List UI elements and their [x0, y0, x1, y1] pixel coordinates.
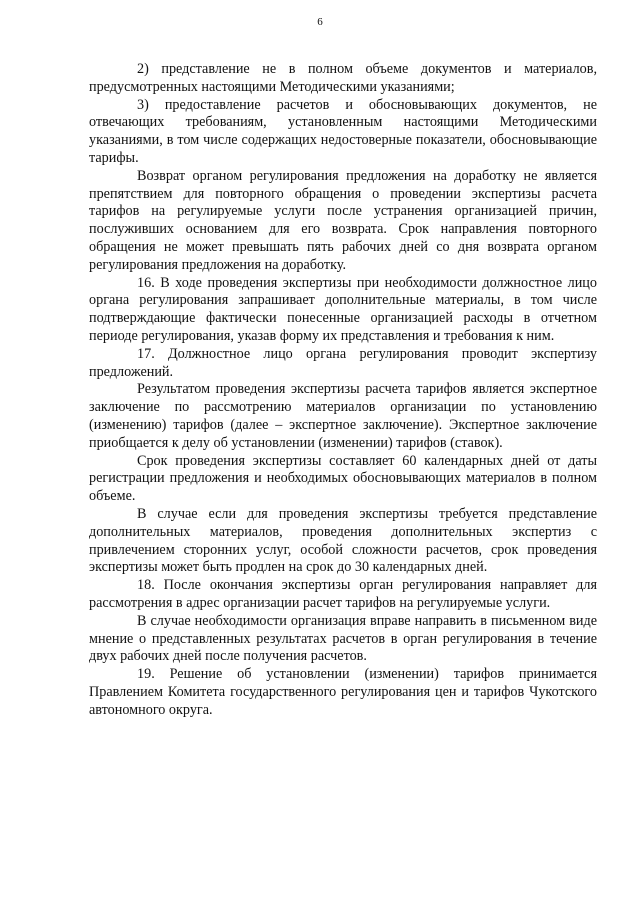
paragraph-clause-16: 16. В ходе проведения экспертизы при необходимости должностное лицо органа регулирования запрашивает дополнительные материалы, в том числе подтверждающие фактически понесенные организацией расходы в отчетном периоде регулирования, указав форму их представления и требования к ним.: [89, 274, 597, 344]
paragraph-item-3: 3) предоставление расчетов и обосновывающих документов, не отвечающих требованиям, установленным настоящими Методическими указаниями, в том числе содержащих недостоверные показатели, обосновывающие тарифы.: [89, 96, 597, 166]
paragraph-return-for-revision: Возврат органом регулирования предложения на доработку не является препятствием для повторного обращения о проведении экспертизы расчета тарифов на регулируемые услуги после устранения организацией причин, послуживших основанием для его возврата. Срок направления повторного обращения не может превышать пять рабочих дней со дня возврата органом регулирования предложения на доработку.: [89, 167, 597, 273]
paragraph-clause-17: 17. Должностное лицо органа регулирования проводит экспертизу предложений.: [89, 345, 597, 380]
paragraph-clause-19: 19. Решение об установлении (изменении) тарифов принимается Правлением Комитета государственного регулирования цен и тарифов Чукотского автономного округа.: [89, 666, 597, 718]
paragraph-written-opinion: В случае необходимости организация вправе направить в письменном виде мнение о представленных результатах расчетов в орган регулирования в течение двух рабочих дней после получения расчетов.: [89, 612, 597, 665]
paragraph-review-period: Срок проведения экспертизы составляет 60 календарных дней от даты регистрации предложения и необходимых обосновывающих материалов в полном объеме.: [89, 452, 597, 505]
paragraph-clause-18: 18. После окончания экспертизы орган регулирования направляет для рассмотрения в адрес организации расчет тарифов на регулируемые услуги.: [89, 577, 597, 611]
paragraph-extension: В случае если для проведения экспертизы требуется представление дополнительных материалов, проведения дополнительных экспертиз с привлечением сторонних услуг, особой сложности расчетов, срок проведения экспертизы может быть продлен на срок до 30 календарных дней.: [89, 505, 597, 576]
paragraph-expert-conclusion: Результатом проведения экспертизы расчета тарифов является экспертное заключение по рассмотрению материалов организации по установлению (изменению) тарифов (далее – экспертное заключение). Экспертное заключение приобщается к делу об установлении (изменении) тарифов (ставок).: [89, 381, 597, 451]
document-body: [89, 61, 597, 719]
page-number: 6: [317, 16, 323, 28]
paragraph-item-2: 2) представление не в полном объеме документов и материалов, предусмотренных настоящими Методическими указаниями;: [89, 61, 597, 95]
